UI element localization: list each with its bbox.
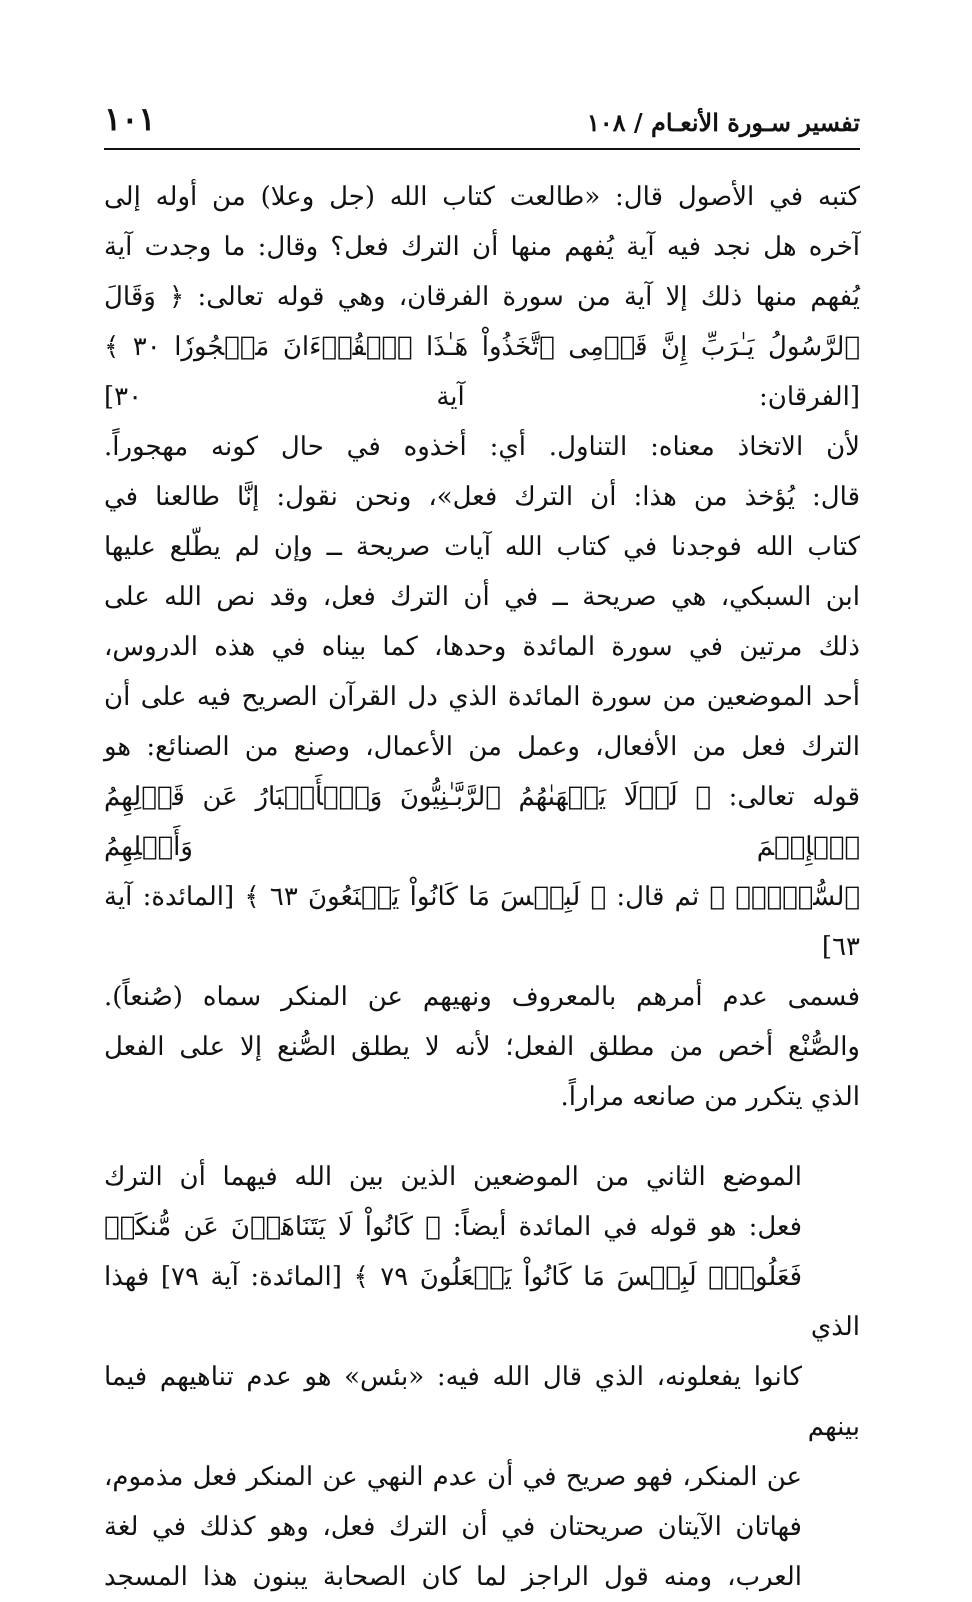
text-line: الذي يتكرر من صانعه مراراً. (560, 1082, 860, 1112)
page-body (104, 172, 860, 1602)
text-line: ذلك مرتين في سورة المائدة وحدها، كما بيناه في هذه الدروس، (104, 632, 860, 662)
quran-verse-line: ٱلسُّحۡتَۚ ﴾ ثم قال: ﴿ لَبِئۡسَ مَا كَانُواْ يَصۡنَعُونَ ٦٣ ﴾ [المائدة: آية ٦٣] (104, 882, 860, 962)
paragraph-1 (104, 172, 860, 1122)
text-line: لأن الاتخاذ معناه: التناول. أي: أخذوه في حال كونه مهجوراً. (104, 432, 860, 462)
quran-verse-line: فعل: هو قوله في المائدة أيضاً: ﴿ كَانُواْ لَا يَتَنَاهَوۡنَ عَن مُّنكَرٖ (104, 1212, 802, 1242)
text-line: أحد الموضعين من سورة المائدة الذي دل القرآن الصريح فيه على أن (104, 682, 860, 712)
text-line: عن المنكر، فهو صريح في أن عدم النهي عن المنكر فعل مذموم، (104, 1462, 802, 1492)
quran-verse-line: قوله تعالى: ﴿ لَوۡلَا يَنۡهَىٰهُمُ ٱلرَّبَّـٰنِيُّونَ وَٱلۡأَحۡبَارُ عَن قَوۡلِهِمُ ٱلۡإِثۡمَ وَأَكۡلِهِمُ (104, 782, 860, 862)
text-line: آخره هل نجد فيه آية يُفهم منها أن الترك فعل؟ وقال: ما وجدت آية (104, 232, 860, 262)
text-line: ابن السبكي، هي صريحة ــ في أن الترك فعل، وقد نص الله على (104, 582, 860, 612)
quran-verse-line: فَعَلُوهُۚ لَبِئۡسَ مَا كَانُواْ يَفۡعَلُونَ ٧٩ ﴾ [المائدة: آية ٧٩] فهذا الذي (104, 1262, 860, 1342)
running-title: تفسير سـورة الأنعـام / ١٠٨ (586, 108, 860, 137)
text-line: كانوا يفعلونه، الذي قال الله فيه: «بئس» هو عدم تناهيهم فيما بينهم (104, 1362, 860, 1442)
page-header (104, 96, 860, 150)
text-line: الموضع الثاني من الموضعين الذين بين الله فيهما أن الترك (104, 1162, 802, 1192)
quran-verse-line: ٱلرَّسُولُ يَـٰرَبِّ إِنَّ قَوۡمِى ٱتَّخَذُواْ هَـٰذَا ٱلۡقُرۡءَانَ مَهۡجُورٗا ٣٠ ﴾ [الفرقان: آية ٣٠] (104, 332, 861, 412)
paragraph-2 (104, 1152, 860, 1602)
text-line: يُفهم منها ذلك إلا آية من سورة الفرقان، وهي قوله تعالى: ﴿ وَقَالَ (104, 282, 860, 312)
text-line: كتبه في الأصول قال: «طالعت كتاب الله (جل وعلا) من أوله إلى (104, 182, 860, 212)
page-number: ١٠١ (104, 100, 156, 138)
text-line: العرب، ومنه قول الراجز لما كان الصحابة يبنون هذا المسجد (104, 1562, 802, 1592)
text-line: قال: يُؤخذ من هذا: أن الترك فعل»، ونحن نقول: إنَّا طالعنا في (104, 482, 860, 512)
text-line: كتاب الله فوجدنا في كتاب الله آيات صريحة ــ وإن لم يطّلع عليها (104, 532, 860, 562)
text-line: والصُّنْع أخص من مطلق الفعل؛ لأنه لا يطلق الصُّنع إلا على الفعل (104, 1032, 860, 1062)
text-line: فسمى عدم أمرهم بالمعروف ونهيهم عن المنكر سماه (صُنعاً). (104, 982, 860, 1012)
text-line: فهاتان الآيتان صريحتان في أن الترك فعل، وهو كذلك في لغة (104, 1512, 802, 1542)
text-line: الترك فعل من الأفعال، وعمل من الأعمال، وصنع من الصنائع: هو (104, 732, 860, 762)
